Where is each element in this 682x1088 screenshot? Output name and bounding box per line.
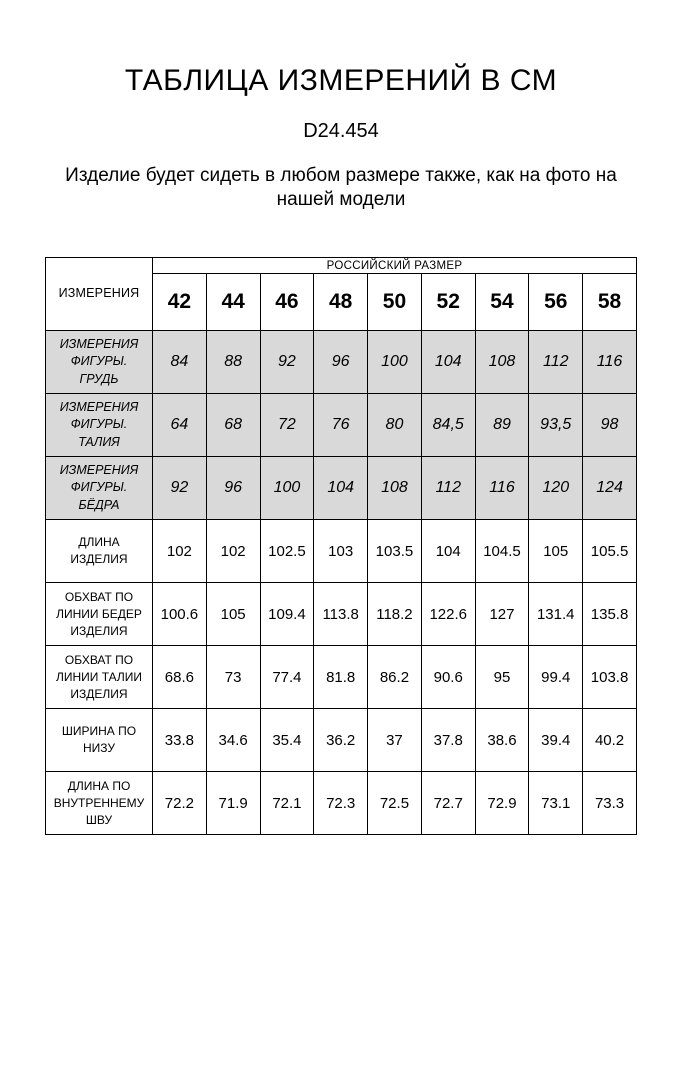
table-row-waist-girth <box>46 646 637 709</box>
fit-note: Изделие будет сидеть в любом размере также, как на фото на нашей модели <box>65 164 617 210</box>
measurements-table <box>45 257 637 835</box>
value-cell: 98 <box>583 394 637 457</box>
value-cell: 135.8 <box>583 583 637 646</box>
value-cell: 105.5 <box>583 520 637 583</box>
value-cell: 102 <box>153 520 207 583</box>
value-cell: 39.4 <box>529 709 583 772</box>
table-row-product-length <box>46 520 637 583</box>
value-cell: 108 <box>368 457 422 520</box>
value-cell: 127 <box>475 583 529 646</box>
value-cell: 37.8 <box>421 709 475 772</box>
value-cell: 104 <box>421 331 475 394</box>
value-cell: 100.6 <box>153 583 207 646</box>
size-chart-page <box>0 64 682 1088</box>
value-cell: 89 <box>475 394 529 457</box>
value-cell: 73.1 <box>529 772 583 835</box>
row-label: ОБХВАТ ПО ЛИНИИ ТАЛИИ ИЗДЕЛИЯ <box>46 646 153 709</box>
value-cell: 73.3 <box>583 772 637 835</box>
value-cell: 104 <box>314 457 368 520</box>
value-cell: 118.2 <box>368 583 422 646</box>
value-cell: 131.4 <box>529 583 583 646</box>
value-cell: 77.4 <box>260 646 314 709</box>
size-cell: 54 <box>475 274 529 331</box>
value-cell: 92 <box>153 457 207 520</box>
value-cell: 38.6 <box>475 709 529 772</box>
value-cell: 105 <box>206 583 260 646</box>
value-cell: 40.2 <box>583 709 637 772</box>
value-cell: 34.6 <box>206 709 260 772</box>
value-cell: 113.8 <box>314 583 368 646</box>
value-cell: 120 <box>529 457 583 520</box>
measurements-header-cell: ИЗМЕРЕНИЯ <box>46 258 153 331</box>
table-row-bottom-width <box>46 709 637 772</box>
value-cell: 96 <box>206 457 260 520</box>
value-cell: 122.6 <box>421 583 475 646</box>
value-cell: 68 <box>206 394 260 457</box>
table-row-hip-girth <box>46 583 637 646</box>
table-row-figure-waist <box>46 394 637 457</box>
value-cell: 92 <box>260 331 314 394</box>
value-cell: 68.6 <box>153 646 207 709</box>
value-cell: 100 <box>368 331 422 394</box>
value-cell: 112 <box>529 331 583 394</box>
value-cell: 72.9 <box>475 772 529 835</box>
article-number: D24.454 <box>303 119 379 142</box>
row-label: ИЗМЕРЕНИЯ ФИГУРЫ. БЁДРА <box>46 457 153 520</box>
size-cell: 52 <box>421 274 475 331</box>
value-cell: 72.2 <box>153 772 207 835</box>
value-cell: 72.5 <box>368 772 422 835</box>
row-label: ОБХВАТ ПО ЛИНИИ БЕДЕР ИЗДЕЛИЯ <box>46 583 153 646</box>
value-cell: 103.5 <box>368 520 422 583</box>
value-cell: 72.1 <box>260 772 314 835</box>
value-cell: 93,5 <box>529 394 583 457</box>
value-cell: 36.2 <box>314 709 368 772</box>
value-cell: 88 <box>206 331 260 394</box>
value-cell: 37 <box>368 709 422 772</box>
table-row-figure-hips <box>46 457 637 520</box>
value-cell: 64 <box>153 394 207 457</box>
value-cell: 116 <box>583 331 637 394</box>
value-cell: 103.8 <box>583 646 637 709</box>
value-cell: 72.7 <box>421 772 475 835</box>
row-label: ИЗМЕРЕНИЯ ФИГУРЫ. ТАЛИЯ <box>46 394 153 457</box>
page-title: ТАБЛИЦА ИЗМЕРЕНИЙ В СМ <box>124 64 558 97</box>
group-header-row <box>46 258 637 274</box>
value-cell: 73 <box>206 646 260 709</box>
value-cell: 116 <box>475 457 529 520</box>
value-cell: 33.8 <box>153 709 207 772</box>
size-cell: 56 <box>529 274 583 331</box>
value-cell: 102 <box>206 520 260 583</box>
size-cell: 50 <box>368 274 422 331</box>
value-cell: 105 <box>529 520 583 583</box>
size-cell: 46 <box>260 274 314 331</box>
value-cell: 124 <box>583 457 637 520</box>
size-cell: 42 <box>153 274 207 331</box>
value-cell: 76 <box>314 394 368 457</box>
value-cell: 35.4 <box>260 709 314 772</box>
row-label: ДЛИНА ПО ВНУТРЕННЕМУ ШВУ <box>46 772 153 835</box>
value-cell: 84,5 <box>421 394 475 457</box>
value-cell: 108 <box>475 331 529 394</box>
table-row-figure-chest <box>46 331 637 394</box>
size-cell: 44 <box>206 274 260 331</box>
russian-size-header-cell: РОССИЙСКИЙ РАЗМЕР <box>153 258 637 274</box>
value-cell: 72.3 <box>314 772 368 835</box>
value-cell: 103 <box>314 520 368 583</box>
value-cell: 84 <box>153 331 207 394</box>
size-cell: 58 <box>583 274 637 331</box>
value-cell: 100 <box>260 457 314 520</box>
value-cell: 80 <box>368 394 422 457</box>
value-cell: 90.6 <box>421 646 475 709</box>
size-cell: 48 <box>314 274 368 331</box>
value-cell: 112 <box>421 457 475 520</box>
value-cell: 104 <box>421 520 475 583</box>
value-cell: 86.2 <box>368 646 422 709</box>
value-cell: 81.8 <box>314 646 368 709</box>
value-cell: 95 <box>475 646 529 709</box>
value-cell: 71.9 <box>206 772 260 835</box>
row-label: ИЗМЕРЕНИЯ ФИГУРЫ. ГРУДЬ <box>46 331 153 394</box>
value-cell: 96 <box>314 331 368 394</box>
value-cell: 102.5 <box>260 520 314 583</box>
row-label: ШИРИНА ПО НИЗУ <box>46 709 153 772</box>
row-label: ДЛИНА ИЗДЕЛИЯ <box>46 520 153 583</box>
table-row-inseam-length <box>46 772 637 835</box>
value-cell: 99.4 <box>529 646 583 709</box>
value-cell: 104.5 <box>475 520 529 583</box>
value-cell: 109.4 <box>260 583 314 646</box>
value-cell: 72 <box>260 394 314 457</box>
